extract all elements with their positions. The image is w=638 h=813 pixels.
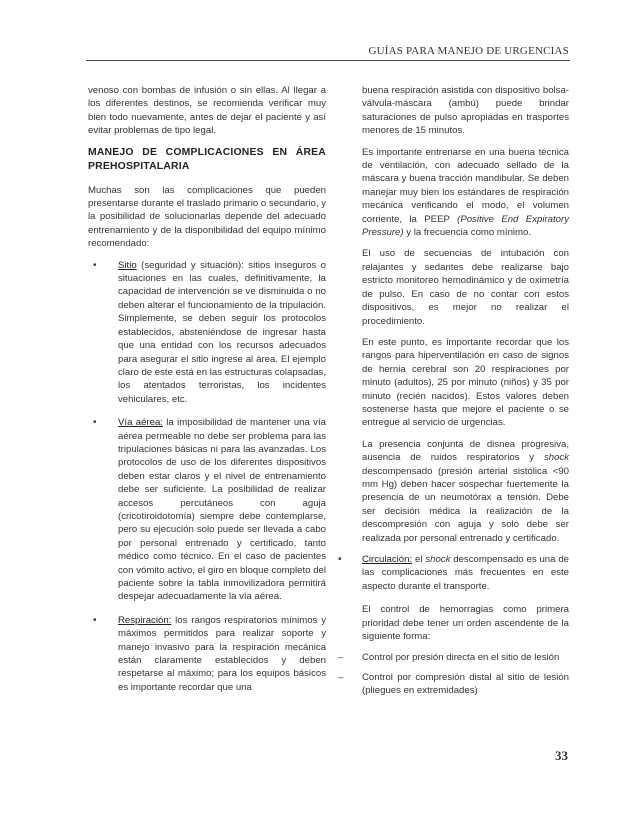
paragraph: El control de hemorragias como primera prioridad debe tener un orden ascendente de la siguiente forma:: [362, 604, 569, 643]
left-column: [88, 84, 326, 704]
bullet-item-via-aerea: [88, 416, 326, 604]
bullet-icon: •: [93, 259, 97, 271]
paragraph: Muchas son las complicaciones que pueden presentarse durante el traslado primario o secundario, y la posibilidad de solucionarlas depende del adecuado entrenamiento y de la disponibilidad del equipo mínimo recomendado:: [88, 184, 326, 250]
bullet-icon: •: [93, 614, 97, 626]
dash-text: Control por compresión distal al sitio de lesión (pliegues en extremidades): [362, 671, 569, 697]
header-rule: [86, 60, 570, 61]
dash-item: [338, 651, 569, 664]
paragraph: buena respiración asistida con dispositivo bolsa-válvula-máscara (ambú) puede brindar saturaciones de pulso apropiadas en trasportes menores de 15 minutos.: [362, 85, 569, 137]
bullet-item-circulacion: • Circulación: el shock descompensado es una de las complicaciones más frecuentes en este aspecto durante el transporte.: [338, 554, 569, 592]
dash-item: [338, 671, 569, 698]
bullet-item-respiracion: [88, 614, 326, 694]
bullet-term: Vía aérea:: [118, 417, 163, 429]
paragraph: El uso de secuencias de intubación con relajantes y sedantes debe realizarse bajo estricto monitoreo hemodinámico y de oximetría de pulso. En caso de no contar con estos dispositivos, es mejor no realizar el procedimiento.: [362, 248, 569, 327]
section-heading: MANEJO DE COMPLICACIONES EN ÁREA PREHOSPITALARIA: [88, 146, 326, 172]
bullet-icon: •: [338, 554, 342, 565]
page-number: 33: [555, 748, 568, 763]
bullet-item-sitio: [88, 259, 326, 406]
bullet-text: (seguridad y situación): sitios inseguros o situaciones en las cuales, definitivamente, la capacidad de intervención se ve disminuida o no deben alterar el funcionamiento de la tripulación. Simplemente, se deben seguir los protocolos establecidos, absteniéndose de ingresar hasta que una entidad con los recursos adecuados para asegurar el sitio ingrese al área. El ejemplo claro de este está en las estructuras colapsadas, los atentados terroristas, los incidentes vehiculares, etc.: [118, 259, 326, 405]
paragraph: Es importante entrenarse en una buena técnica de ventilación, con adecuado sellado de la máscara y buena tracción mandibular. Se deben manejar muy bien los estándares de respiración mecánica verificando el modo, el volumen corriente, la PEEP (Positive End Expiratory Pressure) y la frecuencia como mínimo.: [362, 146, 569, 239]
bullet-term: Respiración:: [118, 614, 172, 626]
running-header: GUÍAS PARA MANEJO DE URGENCIAS: [368, 45, 569, 57]
dash-text: Control por presión directa en el sitio de lesión: [362, 652, 560, 664]
paragraph: La presencia conjunta de disnea progresiva, ausencia de ruidos respiratorios y shock descompensado (presión arterial sistólica <90 mm Hg) deben hacer sospechar fuertemente la presencia de un neumotórax a tensión. Debe ser decisión médica la realización de la descompresión con aguja y solo debe ser realizada por personal entrenado y certificado.: [362, 438, 569, 544]
bullet-term: Circulación:: [362, 554, 413, 565]
paragraph: venoso con bombas de infusión o sin ellas. Al llegar a los diferentes destinos, se recomienda verificar muy bien todo nuevamente, antes de dejar el paciente y así evitar problemas de tipo legal.: [88, 85, 326, 137]
emphasis: (Positive End Expiratory Pressure): [362, 213, 569, 239]
emphasis: shock: [543, 452, 569, 464]
bullet-text: los rangos respiratorios mínimos y máximos permitidos para realizar soporte y manejo invasivo para la respiración mecánica están claramente establecidos y deben respetarse al máximo; para los equipos básicos es importante recordar que una: [118, 614, 326, 693]
right-column: [338, 84, 569, 704]
bullet-text: la imposibilidad de mantener una vía aérea permeable no debe ser problema para las tripulaciones básicas ni para las avanzadas. Los protocolos de uso de los diferentes dispositivos deben estar claros y el nivel de entrenamiento debe ser suficiente. La posibilidad de realizar accesos percutáneos con aguja (cricotiroidotomía) siempre debe contemplarse, pero su ejecución solo puede ser llevada a cabo por personal entrenado y certificado, tanto médico como técnico. En el caso de pacientes con vómito activo, el giro en bloque completo del paciente sobre la tabla inmovilizadora permitirá despejar adecuadamente la vía aérea.: [118, 417, 326, 603]
bullet-icon: •: [93, 417, 97, 429]
paragraph: En este punto, es importante recordar que los rangos para hiperventilación en caso de signos de hernia cerebral son 20 respiraciones por minuto (adultos), 25 por minuto (niños) y 35 por minuto (recién nacidos). Estos valores deben sostenerse hasta que mejore el paciente o se entregue al servicio de urgencias.: [362, 336, 569, 429]
dash-icon: –: [338, 652, 344, 664]
emphasis: shock: [425, 554, 451, 565]
dash-icon: –: [338, 671, 344, 683]
bullet-term: Sitio: [118, 259, 137, 271]
